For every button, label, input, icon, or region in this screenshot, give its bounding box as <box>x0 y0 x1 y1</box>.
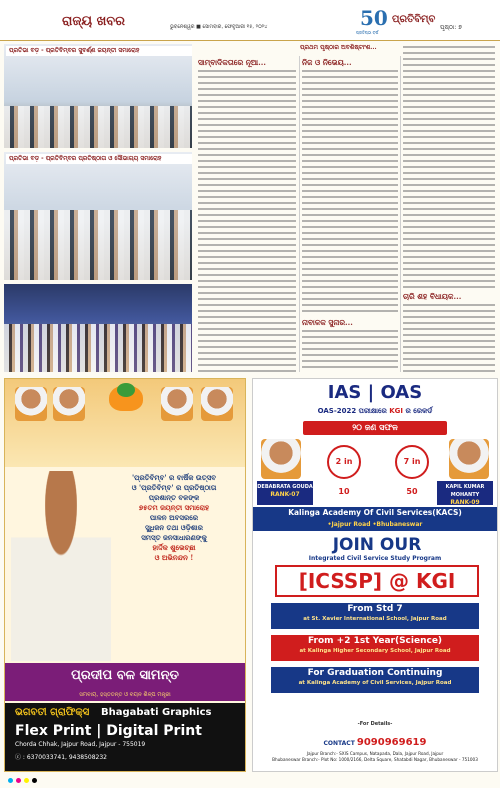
program-code: [ICSSP] @ KGI <box>275 565 479 597</box>
article-headline-3: ନାବାଳକ ସୁନାର... <box>302 318 353 327</box>
article-headline-2: ନିଜ ଓ ନିଭେୟ... <box>302 58 352 67</box>
join-heading: JOIN OUR <box>332 535 422 555</box>
branch-addresses: Jajpur Branch:- SXIS Campus, Natapada, Dala, Jajpur Road, Jajpur Bhubaneswar Branch:- Plot No: 1000/2166, Delta Square, Shatabdi Nagar, Bhubaneswar - 751003 <box>272 751 478 762</box>
sponsor-phones: ⓒ : 6370033741, 9438508232 <box>15 754 107 761</box>
selected-count-badge: ୨୦ ଜଣ ସଫଳ <box>303 421 447 435</box>
rank-card-2: KAPIL KUMAR MOHANTY RANK-09 <box>437 481 493 505</box>
registration-mark <box>32 778 37 783</box>
event-photo-3 <box>4 284 192 372</box>
leader-portrait <box>15 387 47 421</box>
coaching-advertisement <box>252 378 498 772</box>
sponsor-address: Chorda Chhak, Jajpur Road, Jajpur - 755019 <box>15 741 146 748</box>
greeting-message: 'ପ୍ରତିବିମ୍ବ' ର ବାର୍ଷିକ ଉତ୍ସବ ଓ 'ପ୍ରତିବିମ୍ବ' ର ପ୍ରତିଷ୍ଠାତା ପ୍ରଶାନ୍ତ ବଳଙ୍କ ୭୫ତମ ଜୟନ୍ତୀ ସମାରୋହ ପାଳନ ଅବସରରେ ସୁଧିଜନ ତଥା ଓଡ଼ିଶାର ସମସ୍ତ ଜନସାଧାରଣଙ୍କୁ ହାର୍ଦ୍ଦିକ ଶୁଭେଚ୍ଛା ଓ ଅଭିନନ୍ଦନ ! <box>131 473 217 562</box>
ratio-badge-1: 2 in 10 <box>327 445 361 479</box>
event-photo-2 <box>4 152 192 280</box>
contact-line: CONTACT 9090969619 <box>323 737 427 748</box>
column-rule <box>299 56 300 372</box>
article-body-3 <box>302 330 398 372</box>
anniversary-logo: 50 <box>360 6 388 30</box>
photo-caption-2: ପ୍ରତିଭା ବଡ଼ - ପ୍ରତିବିମ୍ବର ପ୍ରତିଷ୍ଠାତା ଓ ସୌଭାଗ୍ୟ ସମାରୋହ <box>6 154 192 164</box>
continued-kicker: ପ୍ରଥମ ପୃଷ୍ଠାର ଅବଶିଷ୍ଟାଂଶ... <box>300 44 377 51</box>
program-block-2: From +2 1st Year(Science) at Kalinga Higher Secondary School, Jajpur Road <box>271 635 479 661</box>
program-block-3: For Graduation Continuing at Kalinga Academy of Civil Services, Jajpur Road <box>271 667 479 693</box>
event-photo-1 <box>4 44 192 148</box>
photo-caption-1: ପ୍ରତିଭା ବଡ଼ - ପ୍ରତିବିମ୍ବର ସୁବର୍ଣ୍ଣ ଜୟନ୍ତୀ ସମାରୋହ <box>6 46 192 56</box>
party-lotus-leaf-icon <box>117 383 135 397</box>
greeting-advertisement <box>4 378 246 772</box>
article-body-1 <box>198 70 296 372</box>
details-label: -For Details- <box>357 721 393 727</box>
program-block-1: From Std 7 at St. Xavier International School, Jajpur Road <box>271 603 479 629</box>
leader-portrait <box>53 387 85 421</box>
article-body-4 <box>403 46 495 290</box>
rank-card-1: DEBABRATA GOUDA RANK-07 <box>257 481 313 505</box>
newspaper-brand: ପ୍ରତିବିମ୍ବ <box>392 14 436 25</box>
registration-mark <box>16 778 21 783</box>
ad-subtitle: OAS-2022 ପରୀକ୍ଷାରେ KGI ର ରେକର୍ଡ <box>317 407 433 415</box>
minister-name: ପ୍ରଦୀପ ବଳ ସାମନ୍ତ <box>5 663 245 689</box>
section-title: ରାଜ୍ୟ ଖବର <box>62 14 126 29</box>
page-number: ପୃଷ୍ଠା: ୭ <box>440 24 462 31</box>
article-body-2 <box>302 70 398 316</box>
column-rule <box>400 56 401 372</box>
dateline: ଭୁବନେଶ୍ୱର ■ ସୋମବାର, ଫେବୃଆରୀ ୧୫, ୨୦୨୪ <box>170 24 268 30</box>
sponsor-services: Flex Print | Digital Print <box>15 723 202 739</box>
leader-portrait <box>201 387 233 421</box>
article-headline-1: ସାମ୍ବାଦିକତାରେ ନୂଆ... <box>198 58 267 67</box>
topper-photo <box>449 439 489 479</box>
registration-mark <box>8 778 13 783</box>
leader-portrait <box>161 387 193 421</box>
program-name: Integrated Civil Service Study Program <box>308 555 442 562</box>
minister-photo <box>11 471 111 661</box>
minister-designation: ସମବାୟ, ହସ୍ତତନ୍ତ ଓ ବୟନ ଶିଳ୍ପ ମନ୍ତ୍ରୀ <box>5 689 245 701</box>
topper-photo <box>261 439 301 479</box>
article-body-5 <box>403 304 495 372</box>
ad-title: IAS | OAS <box>327 382 423 403</box>
ratio-badge-2: 7 in 50 <box>395 445 429 479</box>
sponsor-name: Bhagabati Graphics <box>101 707 212 718</box>
sponsor-odia-name: ଭଗବତୀ ଗ୍ରାଫିକ୍ସ <box>15 707 90 718</box>
institute-name: Kalinga Academy Of Civil Services(KACS) •Jajpur Road •Bhubaneswar <box>253 507 497 531</box>
anniversary-logo-sub: ପ୍ରତିଷ୍ଠା ବର୍ଷ <box>356 30 379 35</box>
registration-mark <box>24 778 29 783</box>
article-headline-4: ଚାରି ଶହ ବିଧାୟକ... <box>403 292 462 301</box>
